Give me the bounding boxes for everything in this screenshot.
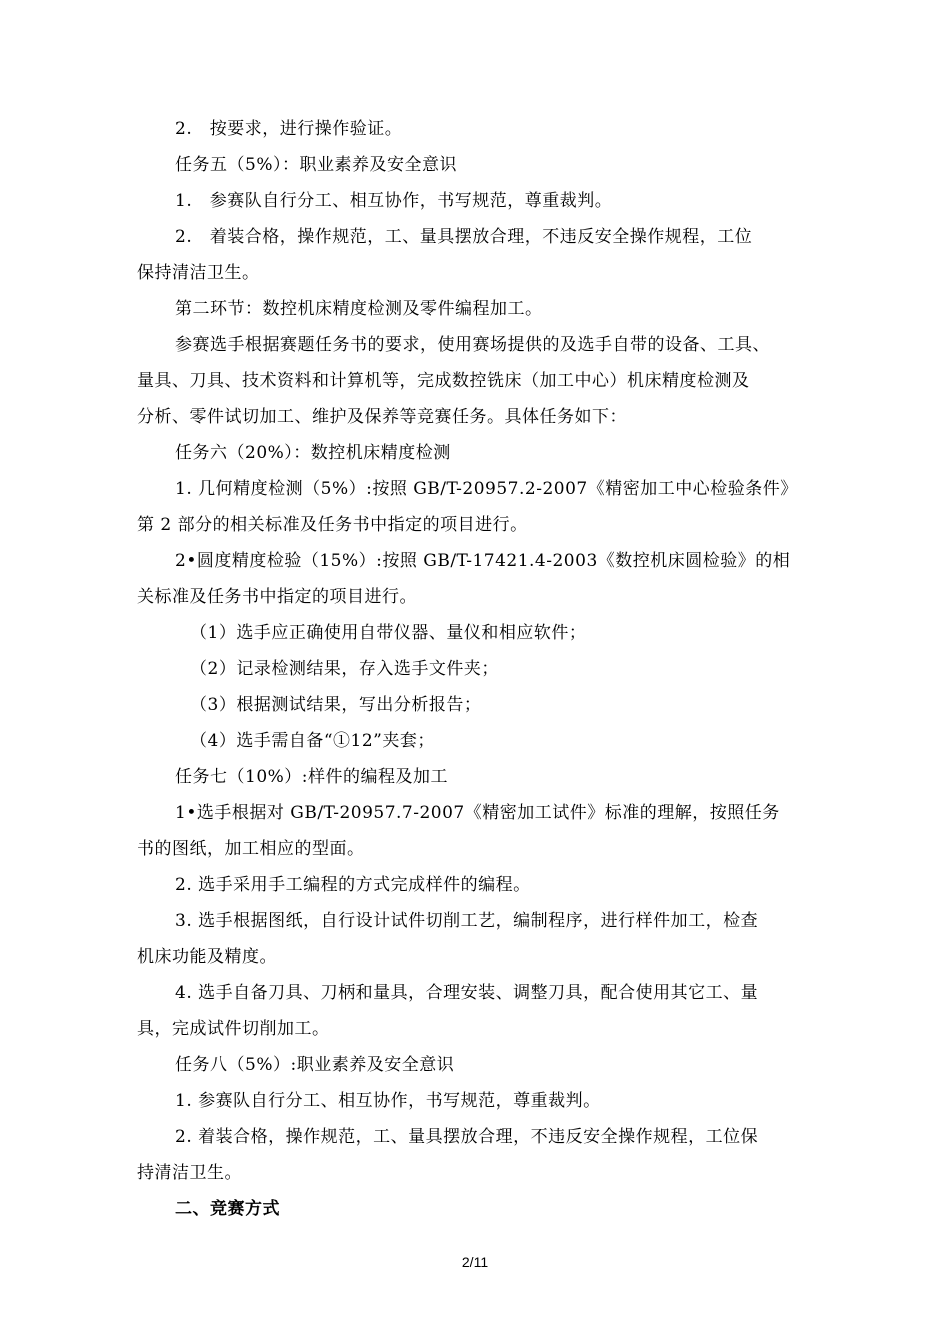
list-item: （3）根据测试结果，写出分析报告； — [190, 695, 482, 715]
paragraph-line: 1. 参赛队自行分工、相互协作，书写规范，尊重裁判。 — [175, 1091, 601, 1111]
paragraph-line: 2. 着装合格，操作规范，工、量具摆放合理，不违反安全操作规程，工位 — [175, 227, 753, 247]
paragraph-line: 书的图纸，加工相应的型面。 — [137, 839, 365, 859]
paragraph-line: 1•选手根据对 GB/T-20957.7-2007《精密加工试件》标准的理解，按照任务 — [175, 803, 780, 823]
task-heading: 任务六（20%）：数控机床精度检测 — [175, 443, 451, 463]
list-item: （2）记录检测结果，存入选手文件夹； — [190, 659, 499, 679]
paragraph-line: 第 2 部分的相关标准及任务书中指定的项目进行。 — [137, 515, 528, 535]
paragraph-line: 3. 选手根据图纸，自行设计试件切削工艺，编制程序，进行样件加工，检查 — [175, 911, 759, 931]
list-item: （4）选手需自备“①12”夹套； — [190, 731, 435, 751]
paragraph-line: 参赛选手根据赛题任务书的要求，使用赛场提供的及选手自带的设备、工具、 — [175, 335, 770, 355]
paragraph-line: 分析、零件试切加工、维护及保养等竞赛任务。具体任务如下： — [137, 407, 627, 427]
page-number: 2/11 — [461, 1254, 489, 1270]
paragraph-line: 持清洁卫生。 — [137, 1163, 242, 1183]
task-heading: 任务七（10%）:样件的编程及加工 — [175, 767, 449, 787]
paragraph-line: 2. 按要求，进行操作验证。 — [175, 119, 403, 139]
section-title: 二、竞赛方式 — [175, 1199, 280, 1219]
paragraph-line: 2. 着装合格，操作规范，工、量具摆放合理，不违反安全操作规程，工位保 — [175, 1127, 759, 1147]
paragraph-line: 关标准及任务书中指定的项目进行。 — [137, 587, 417, 607]
paragraph-line: 4. 选手自备刀具、刀柄和量具，合理安装、调整刀具，配合使用其它工、量 — [175, 983, 759, 1003]
paragraph-line: 1. 参赛队自行分工、相互协作，书写规范，尊重裁判。 — [175, 191, 613, 211]
paragraph-line: 具，完成试件切削加工。 — [137, 1019, 330, 1039]
paragraph-line: 量具、刀具、技术资料和计算机等，完成数控铣床（加工中心）机床精度检测及 — [137, 371, 750, 391]
paragraph-line: 保持清洁卫生。 — [137, 263, 260, 283]
task-heading: 任务五（5%）：职业素养及安全意识 — [175, 155, 457, 175]
paragraph-line: 1. 几何精度检测（5%）:按照 GB/T-20957.2-2007《精密加工中心检验条件》 — [175, 479, 798, 499]
paragraph-line: 2. 选手采用手工编程的方式完成样件的编程。 — [175, 875, 531, 895]
paragraph-line: 机床功能及精度。 — [137, 947, 277, 967]
section-heading: 第二环节：数控机床精度检测及零件编程加工。 — [175, 299, 543, 319]
task-heading: 任务八（5%）:职业素养及安全意识 — [175, 1055, 455, 1075]
list-item: （1）选手应正确使用自带仪器、量仪和相应软件； — [190, 623, 587, 643]
paragraph-line: 2•圆度精度检验（15%）:按照 GB/T-17421.4-2003《数控机床圆检验》的相 — [175, 551, 791, 571]
